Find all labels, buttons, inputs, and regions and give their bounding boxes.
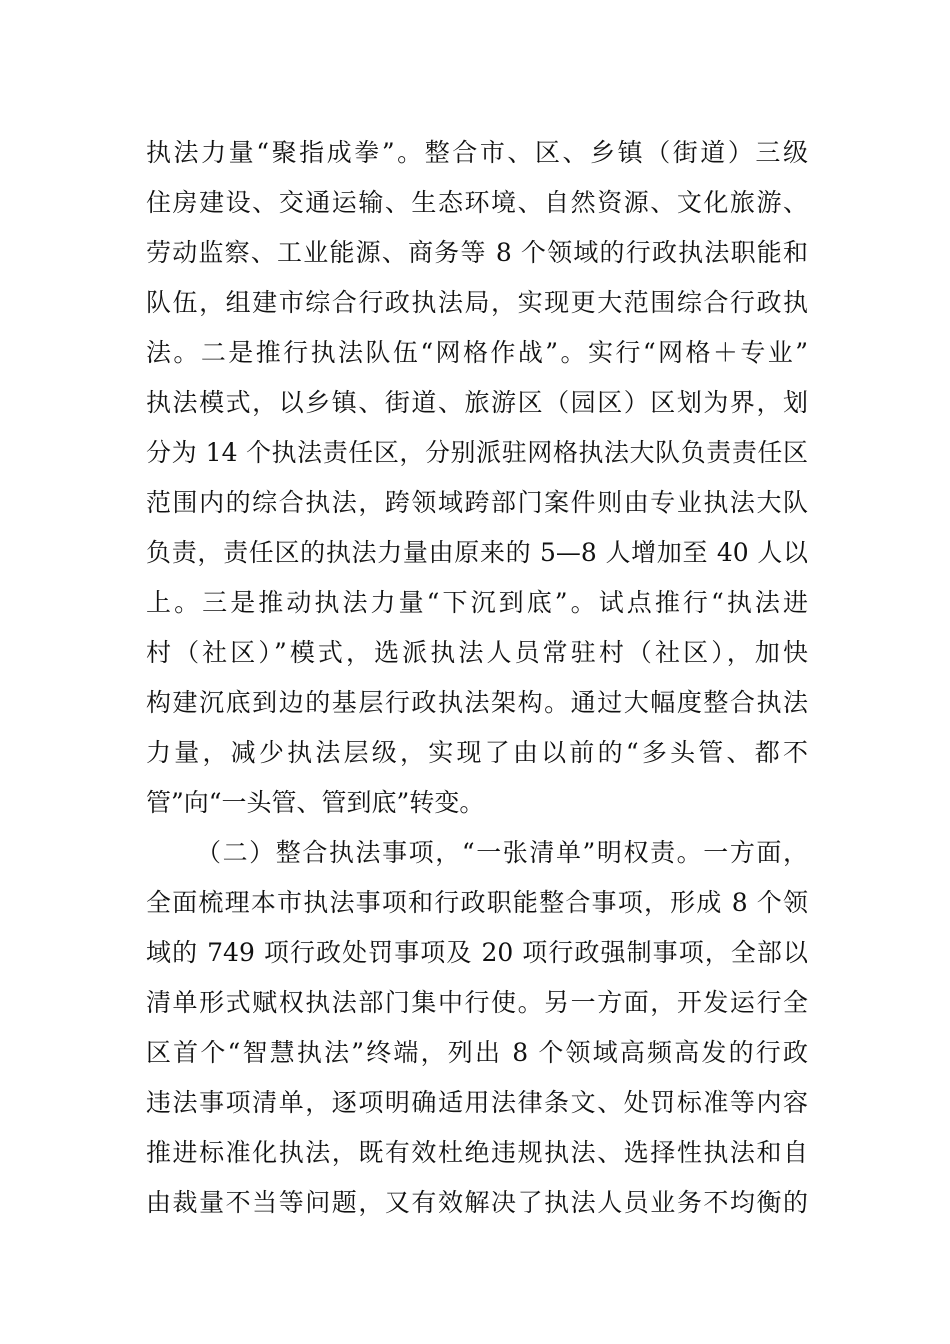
text-line-17: 域的 749 项行政处罚事项及 20 项行政强制事项，全部以 (146, 938, 808, 967)
text-line-12: 构建沉底到边的基层行政执法架构。通过大幅度整合执法 (146, 688, 808, 717)
text-line-5: 法。二是推行执法队伍“网格作战”。实行“网格＋专业” (146, 338, 808, 367)
text-line-1: 执法力量“聚指成拳”。整合市、区、乡镇（街道）三级 (146, 138, 808, 167)
text-line-3: 劳动监察、工业能源、商务等 8 个领域的行政执法职能和 (146, 238, 808, 267)
text-line-16: 全面梳理本市执法事项和行政职能整合事项，形成 8 个领 (146, 888, 808, 917)
text-line-4: 队伍，组建市综合行政执法局，实现更大范围综合行政执 (146, 288, 808, 317)
text-line-6: 执法模式，以乡镇、街道、旅游区（园区）区划为界，划 (146, 388, 808, 417)
text-line-21: 推进标准化执法，既有效杜绝违规执法、选择性执法和自 (146, 1138, 808, 1167)
text-line-14: 管”向“一头管、管到底”转变。 (146, 788, 485, 817)
text-line-10: 上。三是推动执法力量“下沉到底”。试点推行“执法进 (146, 588, 808, 617)
text-line-2: 住房建设、交通运输、生态环境、自然资源、文化旅游、 (146, 188, 808, 217)
body-text (146, 128, 808, 1228)
text-line-20: 违法事项清单，逐项明确适用法律条文、处罚标准等内容 (146, 1088, 808, 1117)
text-line-18: 清单形式赋权执法部门集中行使。另一方面，开发运行全 (146, 988, 808, 1017)
text-line-22: 由裁量不当等问题，又有效解决了执法人员业务不均衡的 (146, 1188, 808, 1217)
text-line-7: 分为 14 个执法责任区，分别派驻网格执法大队负责责任区 (146, 438, 808, 467)
section-heading-line: （二）整合执法事项，“一张清单”明权责。一方面， (196, 838, 808, 867)
text-line-9: 负责，责任区的执法力量由原来的 5—8 人增加至 40 人以 (146, 538, 808, 567)
text-line-13: 力量，减少执法层级，实现了由以前的“多头管、都不 (146, 738, 808, 767)
text-line-19: 区首个“智慧执法”终端，列出 8 个领域高频高发的行政 (146, 1038, 808, 1067)
text-line-11: 村（社区）”模式，选派执法人员常驻村（社区），加快 (146, 638, 808, 667)
text-line-8: 范围内的综合执法，跨领域跨部门案件则由专业执法大队 (146, 488, 808, 517)
